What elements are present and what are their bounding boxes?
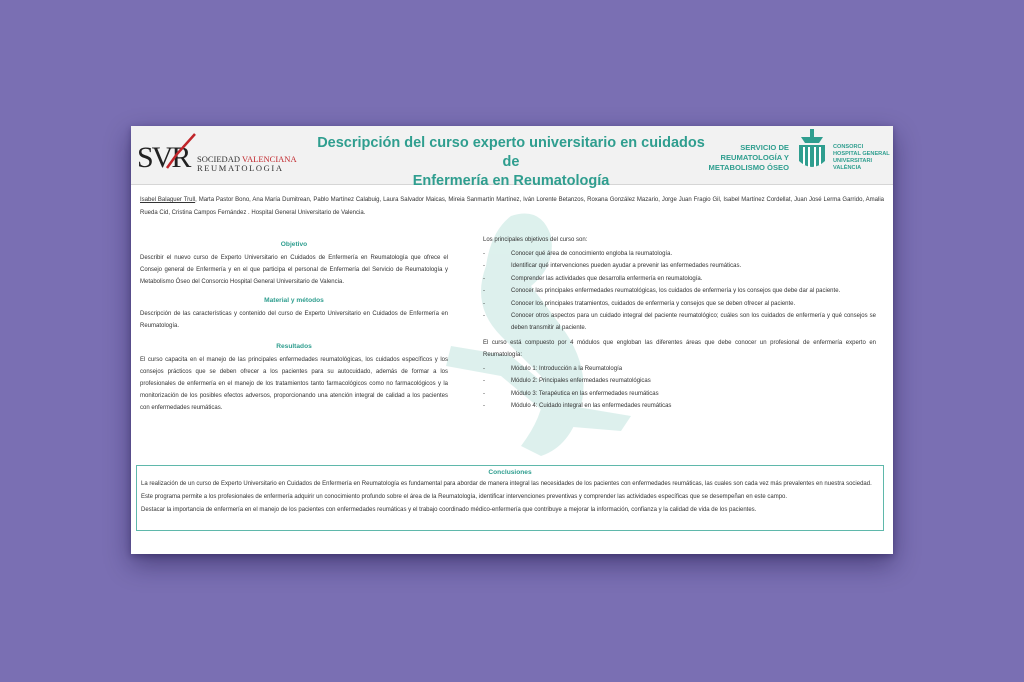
objectives-list — [483, 248, 876, 335]
material-text: Descripción de las características y contenido del curso de Experto Universitario en Cuidados de Enfermería en Reumatología. — [140, 311, 448, 329]
consorci-label: CONSORCI HOSPITAL GENERAL UNIVERSITARI VALÈNCIA — [833, 144, 890, 171]
objetivo-text: Describir el nuevo curso de Experto Universitario en Cuidados de Enfermería en Reumatología que ofrece el Consejo general de Enfermería y en el que participa el personal de Enfermería del Servicio de Reumatología y Metabolismo Óseo del Consorcio Hospital General Universitario de Valencia. — [140, 255, 448, 285]
list-item: - Conocer los principales tratamientos, cuidados de enfermería y consejos que se deben ofrecer al paciente. — [483, 300, 796, 307]
material-title: Material y métodos — [264, 297, 324, 304]
title-line-2: Enfermería en Reumatología — [412, 173, 610, 189]
conclusion-p2: Este programa permite a los profesionales de enfermería adquirir un conocimiento profundo sobre el área de la Reumatología, identificar intervenciones preventivas y comprender las actividades específicas que se desempeñan en este campo. — [141, 493, 788, 500]
list-item: - Módulo 2: Principales enfermedades reumatológicas — [483, 378, 651, 385]
modules-intro: El curso está compuesto por 4 módulos que engloban las diferentes áreas que debe conocer un profesional de enfermería experto en Reumatología: — [483, 339, 876, 358]
conclusion-p3: Destacar la importancia de enfermería en el manejo de los pacientes con enfermedades reumáticas y el trabajo coordinado médico-enfermería que contribuye a mejorar la información, confianza y la calidad de vida de los pacientes. — [141, 506, 757, 513]
first-author: Isabel Balaguer Trull — [140, 197, 196, 203]
objectives-intro: Los principales objetivos del curso son: — [483, 237, 588, 243]
poster-header — [131, 126, 893, 189]
list-item: - Conocer qué área de conocimiento engloba la reumatología. — [483, 251, 673, 257]
svr-letters: SVR — [137, 141, 190, 174]
consorci-emblem-icon — [795, 129, 829, 179]
left-column — [140, 238, 448, 420]
title-line-1: Descripción del curso experto universitario en cuidados de — [317, 135, 705, 170]
svr-logo — [137, 132, 297, 178]
list-item: - Conocer otros aspectos para un cuidado integral del paciente reumatológico; cuáles son los cuidados de enfermería y qué consejos se deben transmitir al paciente. — [483, 313, 876, 332]
list-item: - Comprender las actividades que desarrolla enfermería en reumatología. — [483, 275, 703, 282]
servicio-label: SERVICIO DE REUMATOLOGÍA Y METABOLISMO ÓSEO — [708, 143, 789, 172]
conclusion-p1: La realización de un curso de Experto Universitario en Cuidados de Enfermería en Reumatología es fundamental para abordar de manera integral las necesidades de los pacientes con enfermedades reumáticas, las cuales son cada vez más prevalentes en nuestra sociedad. — [141, 481, 872, 487]
poster — [131, 126, 893, 554]
poster-title — [311, 134, 711, 191]
list-item: - Conocer las principales enfermedades reumatológicas, los cuidados de enfermería y los consejos que debe dar al paciente. — [483, 288, 841, 295]
list-item: - Identificar qué intervenciones pueden ayudar a prevenir las enfermedades reumáticas. — [483, 263, 742, 270]
conclusiones-box — [136, 465, 884, 531]
list-item: - Módulo 3: Terapéutica en las enfermedades reumáticas — [483, 390, 659, 397]
conclusiones-title: Conclusiones — [488, 469, 532, 476]
svr-line2: REUMATOLOGIA — [197, 163, 284, 173]
other-authors: , Marta Pastor Bono, Ana María Dumitrean, Pablo Martínez Calabuig, Laura Salvador Maicas, Mireia Sanmartín Martínez, Iván Lorente Betanzos, Roxana González Mazario, Jorge Juan Fragio Gil, Isabel Martínez Cordellat, Juan José Lerma Garrido, Amalia Rueda Cid, Cristina Campos Fernández . Hospital General Universitario de Valencia. — [140, 197, 884, 216]
resultados-title: Resultados — [276, 343, 312, 350]
list-item: - Módulo 1: Introducción a la Reumatología — [483, 365, 623, 372]
resultados-text: El curso capacita en el manejo de las principales enfermedades reumatológicas, los cuidados específicos y los consejos prácticos que se deben ofrecer a los pacientes para su autocuidado, además de formar a los profesionales de enfermería en el manejo de los tratamientos tanto farmacológicos como no farmacológicos y la monitorización de los posibles efectos adversos, proporcionando una atención integral de calidad a los pacientes con enfermedades reumáticas. — [140, 357, 448, 411]
objetivo-title: Objetivo — [280, 241, 308, 248]
authors-list — [140, 194, 884, 220]
svr-line1: SOCIEDAD VALENCIANA — [197, 154, 297, 164]
list-item: - Módulo 4: Cuidado integral en las enfermedades reumáticas — [483, 403, 672, 410]
right-column — [483, 234, 876, 412]
modules-list — [483, 363, 876, 413]
